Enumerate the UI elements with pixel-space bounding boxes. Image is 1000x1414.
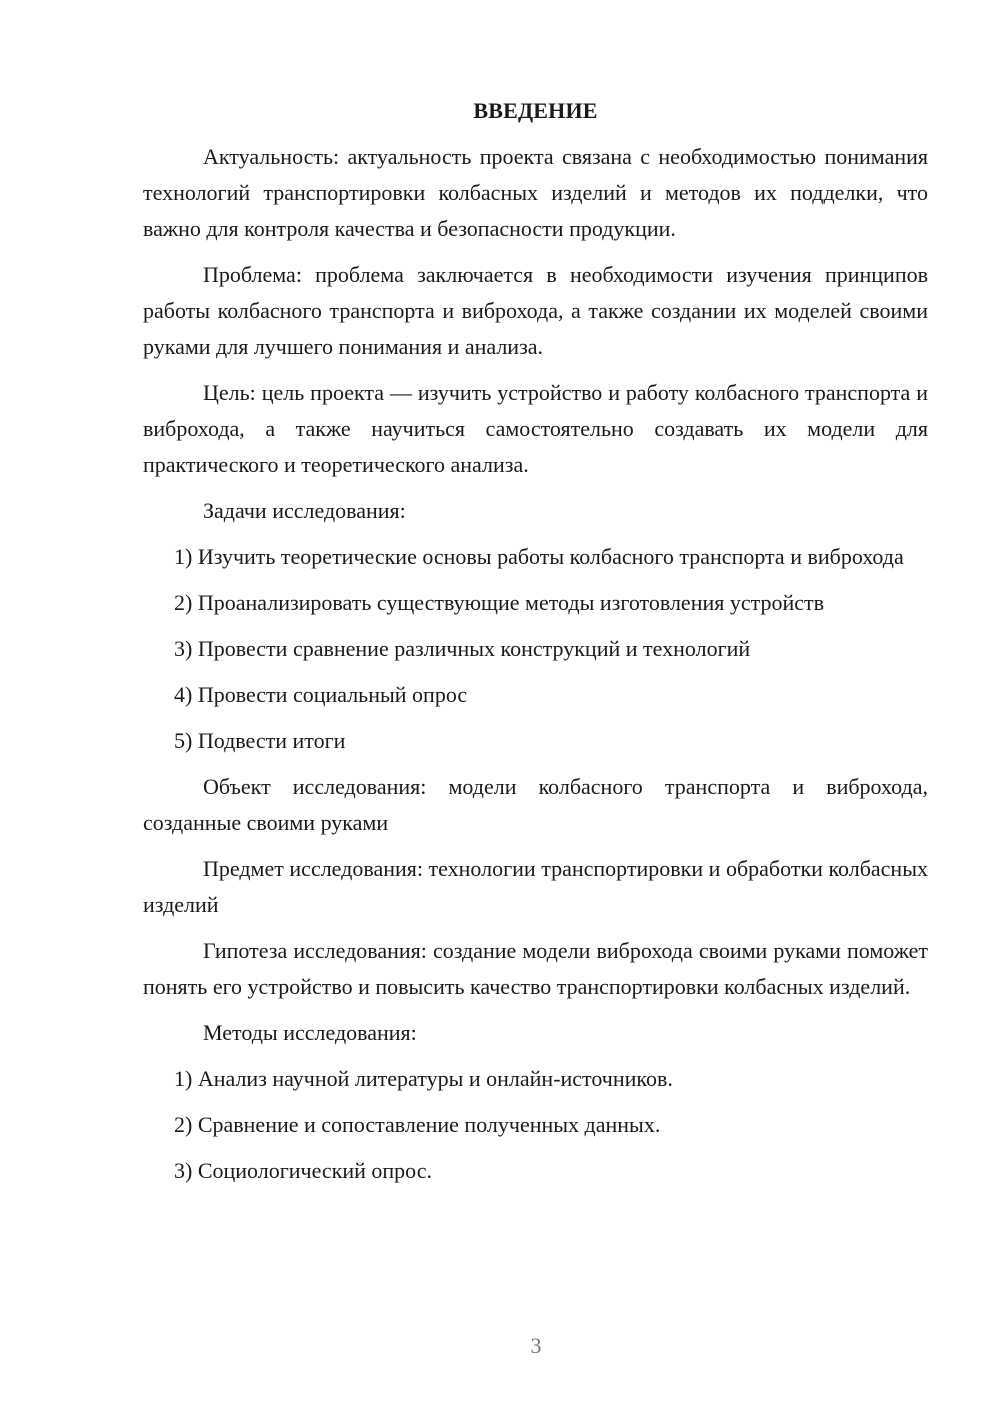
methods-heading: Методы исследования: bbox=[203, 1020, 417, 1045]
method-item: 2) Сравнение и сопоставление полученных данных. bbox=[174, 1112, 661, 1137]
task-item: 5) Подвести итоги bbox=[174, 728, 346, 753]
page-number: 3 bbox=[530, 1333, 542, 1358]
tasks-heading: Задачи исследования: bbox=[203, 498, 406, 523]
task-item: 1) Изучить теоретические основы работы колбасного транспорта и виброхода bbox=[174, 544, 904, 569]
object-paragraph: Объект исследования: модели колбасного транспорта и виброхода, созданные своими руками bbox=[143, 774, 928, 835]
page-content bbox=[143, 95, 928, 1199]
page-title: ВВЕДЕНИЕ bbox=[473, 98, 598, 123]
goal-paragraph: Цель: цель проекта — изучить устройство и работу колбасного транспорта и виброхода, а также научиться самостоятельно создавать их модели для практического и теоретического анализа. bbox=[143, 380, 928, 477]
task-item: 2) Проанализировать существующие методы изготовления устройств bbox=[174, 590, 825, 615]
method-item: 1) Анализ научной литературы и онлайн-источников. bbox=[174, 1066, 673, 1091]
task-item: 3) Провести сравнение различных конструкций и технологий bbox=[174, 636, 751, 661]
problem-paragraph: Проблема: проблема заключается в необходимости изучения принципов работы колбасного транспорта и виброхода, а также создании их моделей своими руками для лучшего понимания и анализа. bbox=[143, 262, 928, 359]
relevance-paragraph: Актуальность: актуальность проекта связана с необходимостью понимания технологий транспортировки колбасных изделий и методов их подделки, что важно для контроля качества и безопасности продукции. bbox=[143, 144, 928, 241]
task-item: 4) Провести социальный опрос bbox=[174, 682, 468, 707]
subject-paragraph: Предмет исследования: технологии транспортировки и обработки колбасных изделий bbox=[143, 856, 928, 917]
method-item: 3) Социологический опрос. bbox=[174, 1158, 432, 1183]
hypothesis-paragraph: Гипотеза исследования: создание модели виброхода своими руками поможет понять его устройство и повысить качество транспортировки колбасных изделий. bbox=[143, 938, 928, 999]
